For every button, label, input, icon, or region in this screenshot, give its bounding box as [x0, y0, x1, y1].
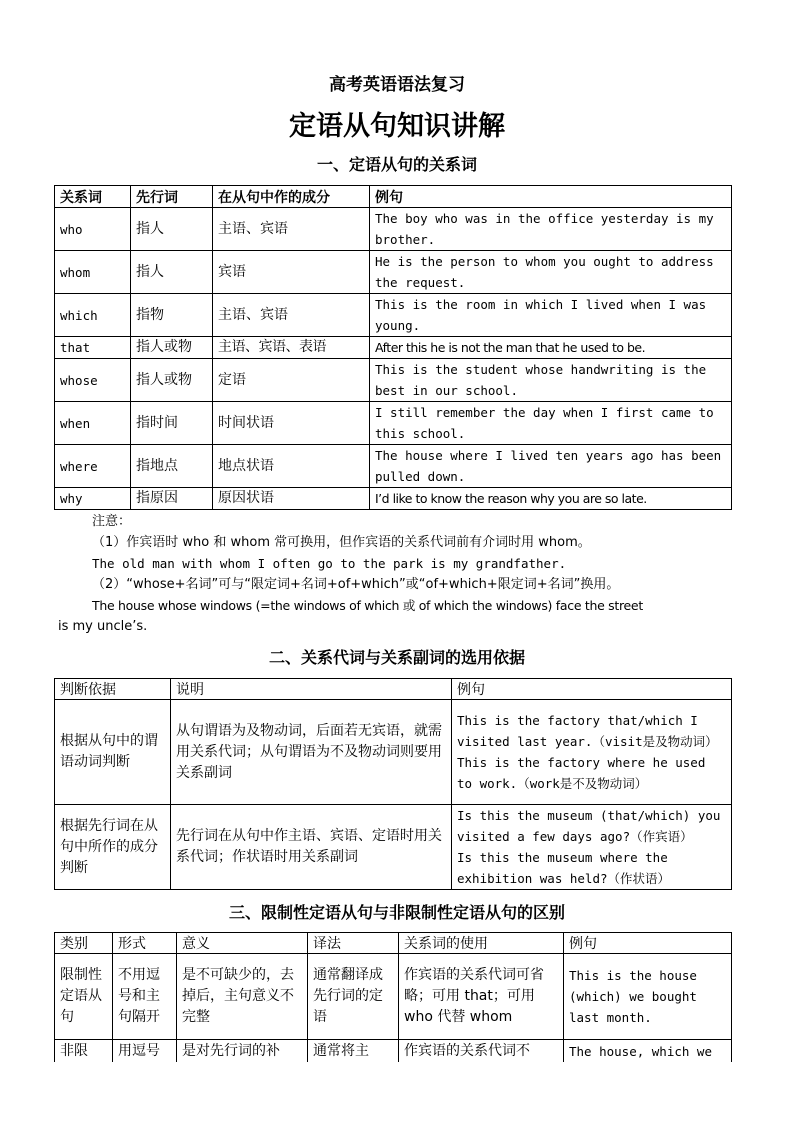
antecedent: 指时间: [131, 402, 213, 445]
table-row: [55, 700, 732, 805]
type-cell: 非限: [55, 1040, 113, 1064]
page-bottom-margin: [0, 1062, 794, 1123]
note-2: （2）“whose+名词”可与“限定词+名词+of+which”或“of+which+限定词+名词”换用。: [92, 577, 620, 592]
antecedent: 指人或物: [131, 359, 213, 402]
relative-word: whom: [55, 251, 131, 294]
relative-word: who: [55, 208, 131, 251]
relative-word: why: [55, 488, 131, 510]
pronoun-adverb-table: [54, 678, 732, 890]
notes-label: 注意：: [92, 514, 132, 529]
antecedent: 指人: [131, 208, 213, 251]
table-row: [55, 954, 732, 1040]
column-header: 类别: [55, 933, 113, 954]
table-row: [55, 402, 732, 445]
column-header: 形式: [113, 933, 177, 954]
usage-cell: 作宾语的关系代词可省略；可用 that；可用 who 代替 whom: [399, 954, 564, 1040]
column-header: 说明: [171, 679, 452, 700]
basis-cell: 根据先行词在从句中所作的成分判断: [55, 805, 171, 890]
clause-role: 宾语: [213, 251, 370, 294]
antecedent: 指物: [131, 294, 213, 337]
column-header: 关系词的使用: [399, 933, 564, 954]
document-title: 定语从句知识讲解: [289, 111, 505, 142]
table-row: [55, 337, 732, 359]
table-row: [55, 1040, 732, 1064]
example-sentence: This is the student whose handwriting is the best in our school.: [370, 359, 732, 402]
table-row: [55, 488, 732, 510]
section2-heading: 二、关系代词与关系副词的选用依据: [268, 648, 525, 667]
form-cell: 不用逗号和主句隔开: [113, 954, 177, 1040]
column-header: 先行词: [131, 186, 213, 208]
example-cell: [452, 700, 732, 805]
example-sentence: Is this the museum where the exhibition was held?（作状语）: [457, 850, 671, 886]
clause-role: 定语: [213, 359, 370, 402]
column-header: 判断依据: [55, 679, 171, 700]
example-cell: This is the house (which) we bought last month.: [564, 954, 732, 1040]
example-sentence: Is this the museum (that/which) you visited a few days ago?（作宾语）: [457, 808, 721, 844]
table-row: [55, 805, 732, 890]
note-2-example-cont: is my uncle’s.: [58, 619, 148, 634]
example-cell: The house, which we: [564, 1040, 732, 1064]
relative-words-table: [54, 185, 732, 510]
example-sentence: After this he is not the man that he used to be.: [370, 337, 732, 359]
relative-word: which: [55, 294, 131, 337]
document-subtitle: 高考英语语法复习: [329, 75, 465, 95]
clause-role: 主语、宾语: [213, 294, 370, 337]
form-cell: 用逗号: [113, 1040, 177, 1064]
column-header: 例句: [452, 679, 732, 700]
usage-cell: 作宾语的关系代词不: [399, 1040, 564, 1064]
antecedent: 指人: [131, 251, 213, 294]
note-2-example: The house whose windows (=the windows of which 或 of which the windows) face the street: [92, 598, 643, 613]
example-sentence: He is the person to whom you ought to address the request.: [370, 251, 732, 294]
table-row: [55, 359, 732, 402]
translation-cell: 通常翻译成先行词的定语: [308, 954, 399, 1040]
column-header: 译法: [308, 933, 399, 954]
column-header: 意义: [177, 933, 308, 954]
translation-cell: 通常将主: [308, 1040, 399, 1064]
column-header: 例句: [564, 933, 732, 954]
table-row: [55, 251, 732, 294]
table-header-row: [55, 933, 732, 954]
column-header: 关系词: [55, 186, 131, 208]
example-sentence: I still remember the day when I first came to this school.: [370, 402, 732, 445]
antecedent: 指地点: [131, 445, 213, 488]
relative-word: when: [55, 402, 131, 445]
note-1: （1）作宾语时 who 和 whom 常可换用，但作宾语的关系代词前有介词时用 whom。: [92, 535, 591, 550]
table-header-row: [55, 679, 732, 700]
clause-role: 原因状语: [213, 488, 370, 510]
table-row: [55, 445, 732, 488]
clause-role: 时间状语: [213, 402, 370, 445]
table-row: [55, 208, 732, 251]
relative-word: that: [55, 337, 131, 359]
basis-cell: 根据从句中的谓语动词判断: [55, 700, 171, 805]
clause-comparison-table: [54, 932, 732, 1064]
meaning-cell: 是不可缺少的，去掉后，主句意义不完整: [177, 954, 308, 1040]
column-header: 在从句中作的成分: [213, 186, 370, 208]
type-cell: 限制性定语从句: [55, 954, 113, 1040]
relative-word: where: [55, 445, 131, 488]
antecedent: 指原因: [131, 488, 213, 510]
example-sentence: The house where I lived ten years ago has been pulled down.: [370, 445, 732, 488]
relative-word: whose: [55, 359, 131, 402]
antecedent: 指人或物: [131, 337, 213, 359]
section3-heading: 三、限制性定语从句与非限制性定语从句的区别: [228, 903, 565, 922]
meaning-cell: 是对先行词的补: [177, 1040, 308, 1064]
table-row: [55, 294, 732, 337]
notes-block: [60, 511, 740, 637]
explain-cell: 先行词在从句中作主语、宾语、定语时用关系代词；作状语时用关系副词: [171, 805, 452, 890]
clause-role: 主语、宾语: [213, 208, 370, 251]
column-header: 例句: [370, 186, 732, 208]
example-sentence: This is the factory that/which I visited last year.（visit是及物动词）: [457, 713, 718, 749]
example-sentence: This is the factory where he used to work.（work是不及物动词）: [457, 755, 706, 791]
clause-role: 地点状语: [213, 445, 370, 488]
table-header-row: [55, 186, 732, 208]
note-1-example: The old man with whom I often go to the park is my grandfather.: [92, 556, 567, 571]
example-sentence: The boy who was in the office yesterday is my brother.: [370, 208, 732, 251]
example-sentence: This is the room in which I lived when I was young.: [370, 294, 732, 337]
explain-cell: 从句谓语为及物动词，后面若无宾语，就需用关系代词；从句谓语为不及物动词则要用关系副词: [171, 700, 452, 805]
example-cell: [452, 805, 732, 890]
section1-heading: 一、定语从句的关系词: [316, 155, 477, 174]
clause-role: 主语、宾语、表语: [213, 337, 370, 359]
example-sentence: I’d like to know the reason why you are so late.: [370, 488, 732, 510]
